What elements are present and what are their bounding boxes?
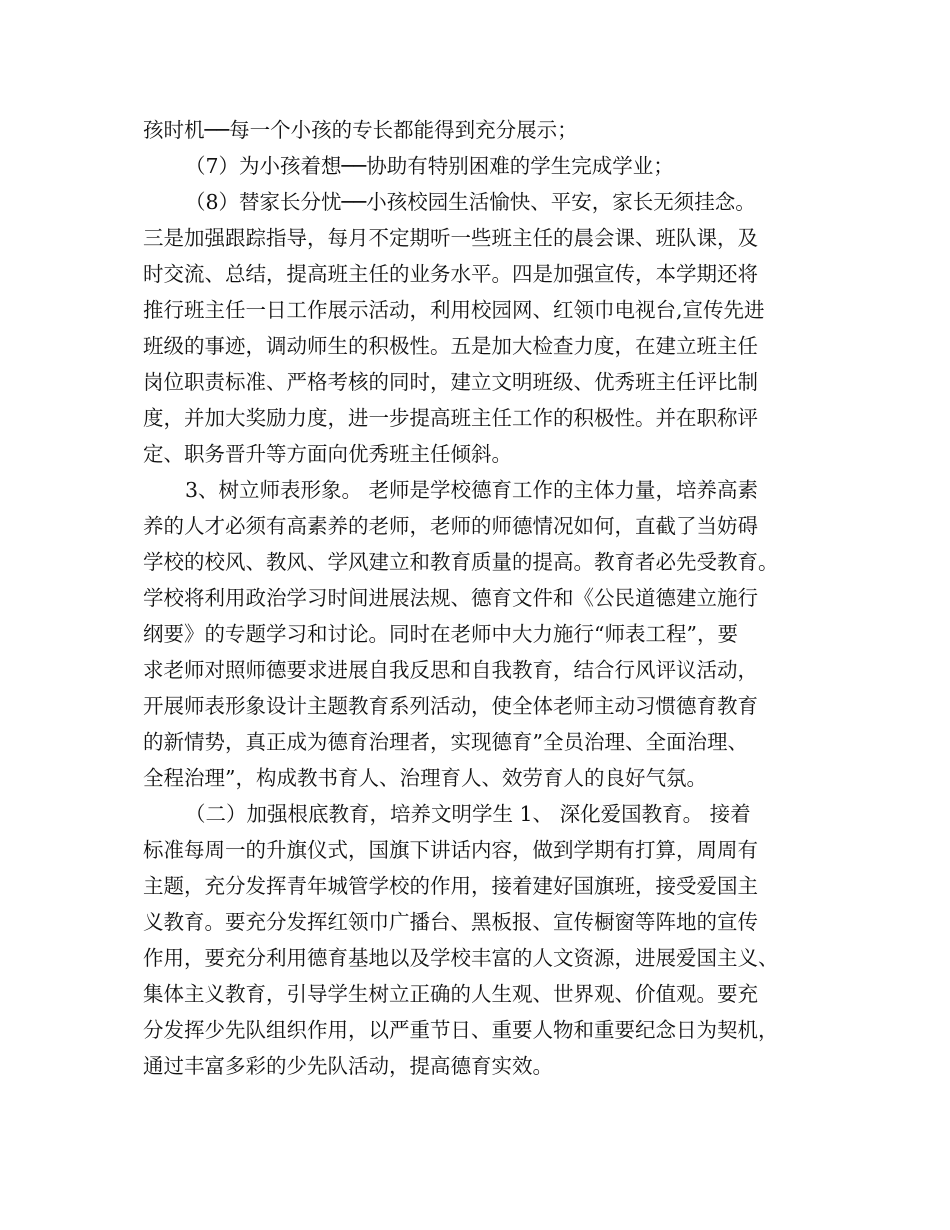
paragraph-line: 班级的事迹，调动师生的积极性。五是加大检查力度，在建立班主任 xyxy=(143,334,758,358)
paragraph-line: 通过丰富多彩的少先队活动，提高德育实效。 xyxy=(143,1054,553,1078)
paragraph-line: 定、职务晋升等方面向优秀班主任倾斜。 xyxy=(143,442,512,466)
paragraph-line: 的新情势，真正成为德育治理者，实现德育”全员治理、全面治理、 xyxy=(143,730,748,754)
list-item-8: （8）替家长分忧──小孩校园生活愉快、平安，家长无须挂念。 xyxy=(185,190,756,214)
paragraph-line: 养的人才必须有高素养的老师，老师的师德情况如何，直截了当妨碍 xyxy=(143,514,758,538)
paragraph-line: 学校的校风、教风、学风建立和教育质量的提高。教育者必先受教育。 xyxy=(143,550,779,574)
paragraph-line: 义教育。要充分发挥红领巾广播台、黑板报、宣传橱窗等阵地的宣传 xyxy=(143,910,758,934)
paragraph-line: 分发挥少先队组织作用，以严重节日、重要人物和重要纪念日为契机， xyxy=(143,1018,779,1042)
paragraph-line: 岗位职责标准、严格考核的同时，建立文明班级、优秀班主任评比制 xyxy=(143,370,758,394)
paragraph-line: 度，并加大奖励力度，进一步提高班主任工作的积极性。并在职称评 xyxy=(143,406,758,430)
paragraph-line: 作用，要充分利用德育基地以及学校丰富的人文资源，进展爱国主义、 xyxy=(143,946,779,970)
paragraph-line: 三是加强跟踪指导，每月不定期听一些班主任的晨会课、班队课，及 xyxy=(143,226,758,250)
section-heading-3: 3、树立师表形象。 老师是学校德育工作的主体力量，培养高素 xyxy=(185,478,759,502)
document-body xyxy=(143,112,823,1084)
paragraph-line: 标准每周一的升旗仪式，国旗下讲话内容，做到学期有打算，周周有 xyxy=(143,838,758,862)
paragraph-line: 全程治理”，构成教书育人、治理育人、效劳育人的良好气氛。 xyxy=(143,766,707,790)
paragraph-line: 推行班主任一日工作展示活动，利用校园网、红领巾电视台,宣传先进 xyxy=(143,298,765,322)
paragraph-line: 求老师对照师德要求进展自我反思和自我教育，结合行风评议活动， xyxy=(143,658,758,682)
paragraph-line: 学校将利用政治学习时间进展法规、德育文件和《公民道德建立施行 xyxy=(143,586,758,610)
section-heading-2: （二）加强根底教育，培养文明学生 1、 深化爱国教育。 接着 xyxy=(185,802,751,826)
paragraph-line: 集体主义教育，引导学生树立正确的人生观、世界观、价值观。要充 xyxy=(143,982,758,1006)
paragraph-line: 纲要》的专题学习和讨论。同时在老师中大力施行“师表工程”，要 xyxy=(143,622,738,646)
paragraph-line: 开展师表形象设计主题教育系列活动，使全体老师主动习惯德育教育 xyxy=(143,694,758,718)
paragraph-line: 时交流、总结，提高班主任的业务水平。四是加强宣传，本学期还将 xyxy=(143,262,758,286)
paragraph-line: 主题，充分发挥青年城管学校的作用，接着建好国旗班，接受爱国主 xyxy=(143,874,758,898)
paragraph-line: 孩时机──每一个小孩的专长都能得到充分展示； xyxy=(143,118,578,142)
list-item-7: （7）为小孩着想──协助有特别困难的学生完成学业； xyxy=(185,154,674,178)
